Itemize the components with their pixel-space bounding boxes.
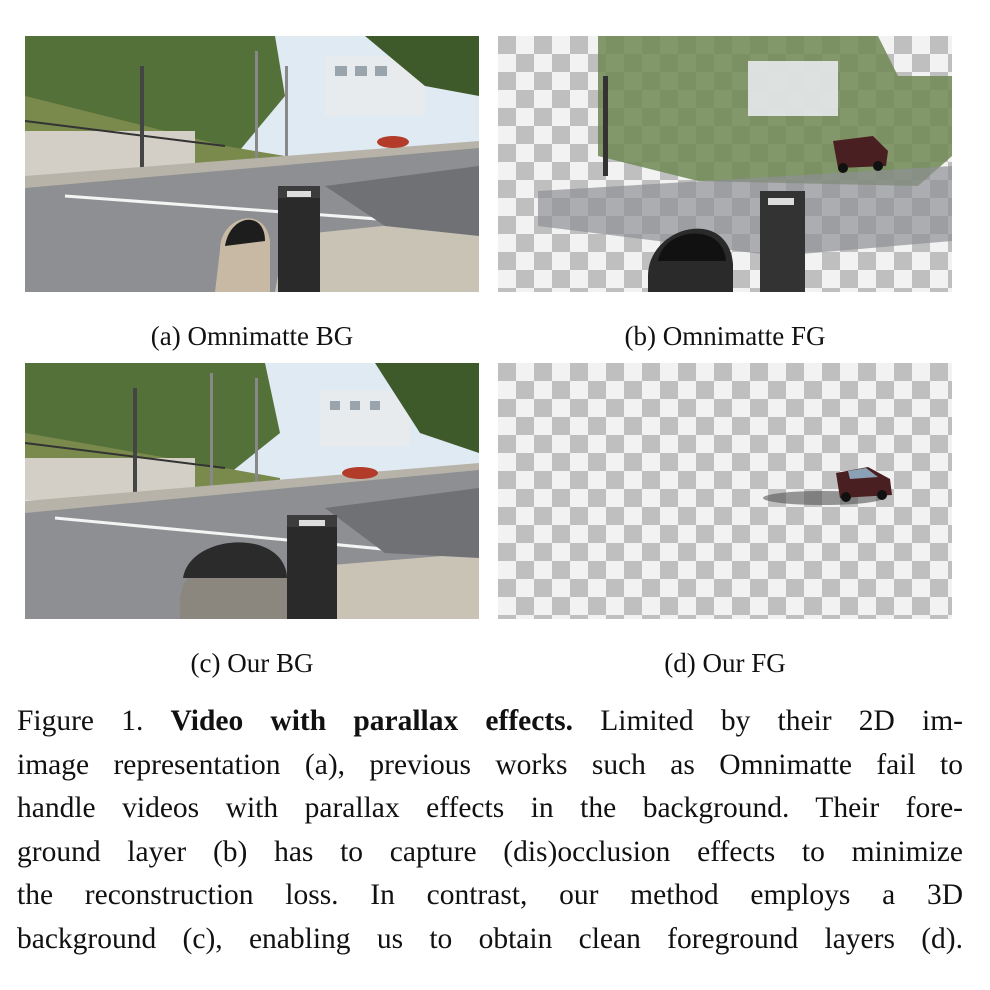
caption-text: Limited by their 2D im- xyxy=(600,705,963,737)
foreground-layer-image xyxy=(498,36,952,292)
panel-our-fg xyxy=(498,363,952,619)
caption-line-6: background (c), enabling us to obtain clean foreground layers (d). xyxy=(17,922,963,955)
caption-line-4: ground layer (b) has to capture (dis)occlusion effects to minimize xyxy=(17,835,963,868)
subcaption-b: (b) Omnimatte FG xyxy=(624,321,826,351)
figure-caption xyxy=(17,700,963,961)
subcaption-a: (a) Omnimatte BG xyxy=(150,321,354,351)
figure-label: Figure 1. xyxy=(17,705,144,737)
caption-line-3: handle videos with parallax effects in the background. Their fore- xyxy=(17,792,963,824)
panel-omnimatte-fg xyxy=(498,36,952,292)
panel-our-bg xyxy=(25,363,479,619)
foreground-layer-image xyxy=(498,363,952,619)
caption-line-1 xyxy=(17,700,963,744)
street-scene-image xyxy=(25,36,479,292)
figure-title: Video with parallax effects. xyxy=(170,705,574,737)
panel-omnimatte-bg xyxy=(25,36,479,292)
caption-line-5: the reconstruction loss. In contrast, our method employs a 3D xyxy=(17,879,963,911)
street-scene-image xyxy=(25,363,479,619)
caption-line-2: image representation (a), previous works such as Omnimatte fail to xyxy=(17,748,963,781)
subcaption-c: (c) Our BG xyxy=(190,648,314,678)
subcaption-d: (d) Our FG xyxy=(664,648,786,678)
